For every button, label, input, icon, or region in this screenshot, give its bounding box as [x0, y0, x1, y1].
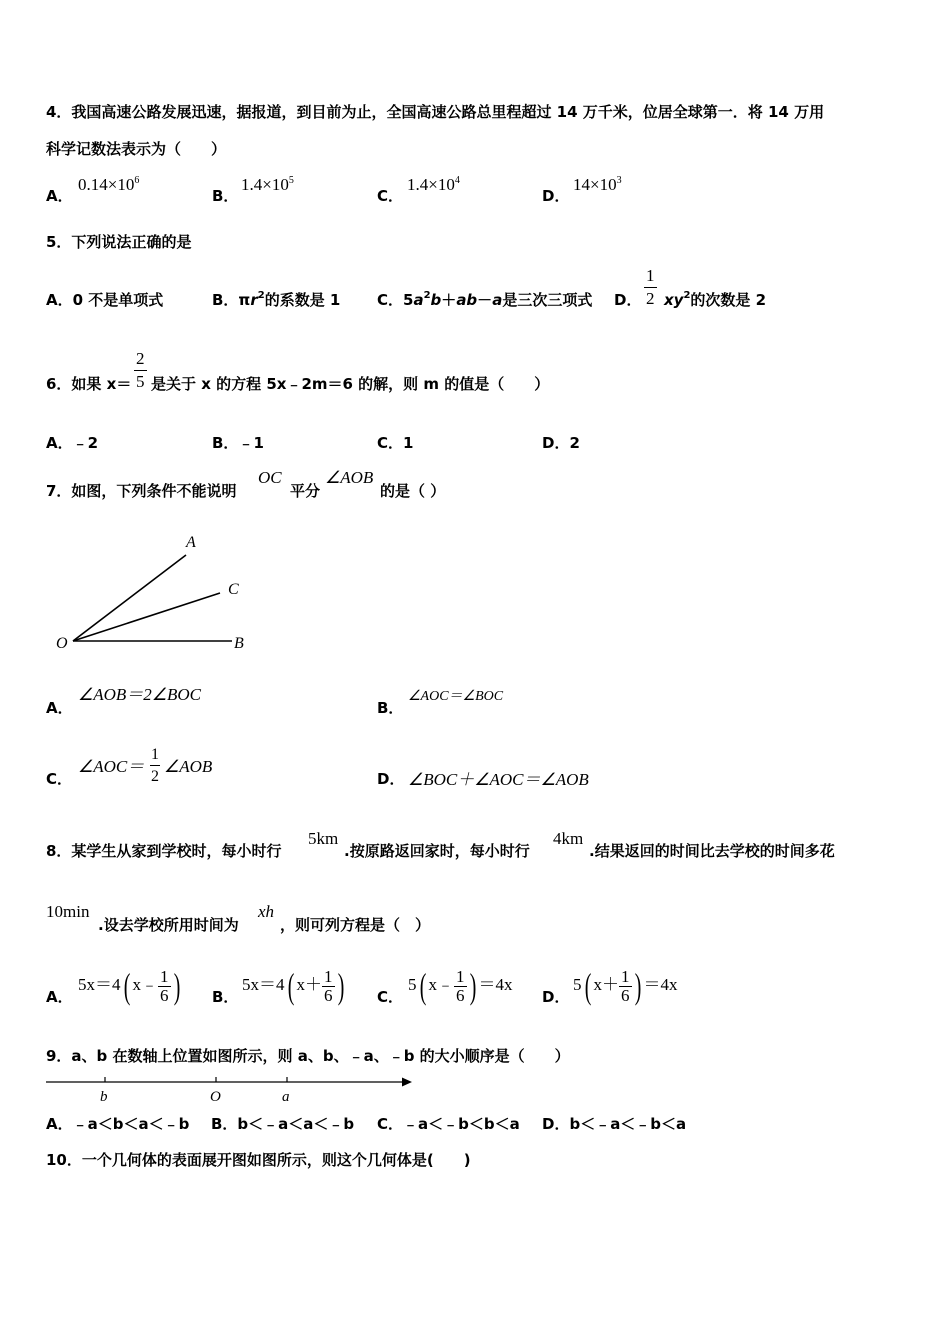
q7-angle-figure — [40, 530, 280, 660]
q5-option-d-text: $xy^2$的次数是 2 — [664, 290, 767, 309]
q9-option-a: A．﹣a＜b＜a＜﹣b — [46, 1115, 190, 1133]
q8-stem-mid: .按原路返回家时，每小时行 — [344, 842, 530, 860]
q5-option-d-label: D． — [614, 291, 642, 309]
q8-option-c-label: C． — [377, 988, 404, 1006]
q8-speed-back: 4km — [553, 829, 584, 848]
ray-oa — [73, 555, 186, 641]
q5-option-d-fraction: 1 2 — [646, 266, 655, 308]
q8-stem-post: .结果返回的时间比去学校的时间多花 — [589, 842, 835, 860]
q8-option-b-equation: 5x＝4( x＋ $\frac{1}{6}$ ) — [242, 966, 344, 1007]
q7-stem-post: 的是（ ） — [380, 482, 446, 500]
ray-oc — [73, 593, 220, 641]
q9-stem: 9．a、b 在数轴上位置如图所示，则 a、b、﹣a、﹣b 的大小顺序是（ ） — [46, 1047, 570, 1065]
q5-option-a: A．0 不是单项式 — [46, 291, 164, 309]
q5-stem: 5．下列说法正确的是 — [46, 233, 192, 251]
q7-option-a-label: A． — [46, 699, 73, 717]
label-b: b — [100, 1089, 108, 1105]
q4-option-c-label: C． — [377, 187, 404, 205]
q4-stem-line2: 科学记数法表示为（ ） — [46, 140, 227, 158]
point-o-label: O — [56, 635, 68, 652]
q6-option-c: C．1 — [377, 434, 414, 452]
q6-fraction: 2 5 — [136, 349, 145, 391]
q7-option-b-value: ∠AOC＝∠BOC — [408, 689, 504, 704]
point-b-label: B — [234, 635, 244, 652]
q8-speed-go: 5km — [308, 829, 339, 848]
q4-option-c-value: $1.4\times 10^4$ — [407, 175, 460, 194]
point-c-label: C — [228, 581, 239, 598]
q4-stem-line1: 4．我国高速公路发展迅速，据报道，到目前为止，全国高速公路总里程超过 14 万千米，位居全球第一．将 14 万用 — [46, 103, 825, 121]
q7-option-b-label: B． — [377, 699, 404, 717]
point-a-label: A — [186, 534, 196, 551]
q7-option-c-fraction: 1 2 — [151, 746, 159, 785]
q4-option-d-value: $14\times 10^3$ — [573, 175, 622, 194]
q8-stem-pre: 8．某学生从家到学校时，每小时行 — [46, 842, 282, 860]
q9-number-line — [44, 1073, 424, 1109]
q6-stem-pre: 6．如果 x＝ — [46, 375, 132, 393]
q8-stem-line2: .设去学校所用时间为 — [98, 916, 239, 934]
q7-option-a-value: ∠AOB＝2∠BOC — [78, 685, 202, 704]
q7-option-d-label: D． — [377, 770, 405, 788]
q4-option-d-label: D． — [542, 187, 570, 205]
q4-option-b-label: B． — [212, 187, 239, 205]
q7-stem-oc: OC — [258, 468, 282, 487]
q9-option-c: C．﹣a＜﹣b＜b＜a — [377, 1115, 520, 1133]
q4-option-b-value: $1.4\times 10^5$ — [241, 175, 294, 194]
q7-option-c-pre: ∠AOC＝ — [78, 757, 145, 776]
q4-option-a-label: A． — [46, 187, 73, 205]
q7-stem-pre: 7．如图，下列条件不能说明 — [46, 482, 237, 500]
q5-option-c: C．$5a^2b+ab-a$是三次三项式 — [377, 290, 593, 309]
q6-stem-post: 是关于 x 的方程 5x﹣2m＝6 的解，则 m 的值是（ ） — [151, 375, 550, 393]
label-a: a — [282, 1089, 290, 1105]
q7-option-c-label: C． — [46, 770, 73, 788]
q9-option-d: D．b＜﹣a＜﹣b＜a — [542, 1115, 687, 1133]
q6-option-d: D．2 — [542, 434, 580, 452]
q8-option-b-label: B． — [212, 988, 239, 1006]
q7-stem-aob: ∠AOB — [325, 468, 374, 487]
q8-time-var: xh — [258, 902, 275, 921]
label-o: O — [210, 1089, 221, 1105]
q8-option-a-equation: 5x＝4( x﹣ $\frac{1}{6}$ ) — [78, 966, 180, 1007]
q6-option-a: A．﹣2 — [46, 434, 99, 452]
q8-option-c-equation: 5( x﹣ $\frac{1}{6}$ ) ＝4x — [408, 966, 513, 1007]
q7-option-d-value: ∠BOC＋∠AOC＝∠AOB — [408, 770, 589, 789]
q4-option-a-value: $0.14\times 10^6$ — [78, 175, 140, 194]
q6-option-b: B．﹣1 — [212, 434, 264, 452]
q7-option-c-post: ∠AOB — [164, 757, 213, 776]
q8-stem-line2-post: ，则可列方程是（ ） — [280, 916, 431, 934]
q9-option-b: B．b＜﹣a＜a＜﹣b — [211, 1115, 355, 1133]
q7-stem-mid: 平分 — [290, 482, 321, 500]
q8-option-a-label: A． — [46, 988, 73, 1006]
q5-option-b: B．$\pi r^2$的系数是 1 — [212, 290, 341, 309]
axis-arrow — [402, 1078, 412, 1087]
q10-stem: 10．一个几何体的表面展开图如图所示，则这个几何体是( ) — [46, 1151, 471, 1169]
q8-option-d-equation: 5( x＋ $\frac{1}{6}$ ) ＝4x — [573, 966, 678, 1007]
q8-option-d-label: D． — [542, 988, 570, 1006]
q8-extra-time: 10min — [46, 902, 90, 921]
